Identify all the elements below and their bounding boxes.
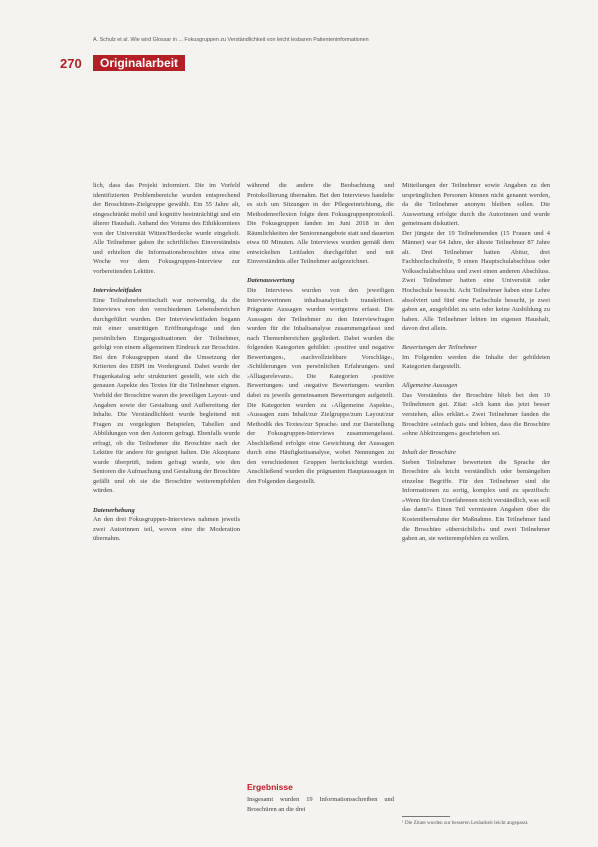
paragraph: Der jüngste der 19 Teilnehmenden (15 Frauen und 4 Männer) war 64 Jahre, der älteste Teilnehmer 87 Jahre alt. Drei Teilnehmer hatten Abitur, drei Fachhochschulreife, 9 einen Hauptschulabschluss oder Volksschulabschluss und zwei einen anderen Abschluss. Zwei Teilnehmer hatten eine Universität oder Hochschule besucht. Acht Teilnehmer haben eine Lehre absolviert und fünf eine Fachschule besucht, je zwei gaben an, ausgebildet zu sein oder keine Ausbildung zu haben. Alle Teilnehmer lebten im eigenen Haushalt, davon drei allein. xyxy=(402,229,550,333)
paragraph: Die Interviews wurden von den jeweiligen Interviewerinnen inhaltsanalytisch transkribiert. Prägnante Aussagen wurden wortgetreu erfasst. Die Aussagen der Teilnehmer zu den Interviewfragen wurden für die Inhaltsanalyse zusammengefasst und nach Themenbereichen gegliedert. Dabei wurden die folgenden Kategorien gebildet: ›positive und negative Bewertungen‹, ›nachvollziehbare Vorschläge‹, ›Schilderungen von persönlichen Erfahrungen‹ und ›Alltagsrelevanz‹. Die Kategorien ›positive Bewertungen‹ und ›negative Bewertungen‹ wurden dabei zu jeweils gemeinsamen Bewertungen aufgeteilt. Die Kategorien wurden zu ›Allgemeine Aspekte‹, ›Aussagen zum Inhalt/zur Zielgruppe/zum Layout/zur Methodik des Textes/zur Sprache‹ und zur Darstellung der Fokusgruppen-Interviews zusammengefasst. Abschließend erfolgte eine Gewichtung der Aussagen durch eine Häufigkeitsanalyse, wobei Nennungen zu den verschiedenen Gruppen berücksichtigt wurden. Anschließend wurden die prägnanten Hauptaussagen in den Folgenden dargestellt. xyxy=(247,286,394,485)
column-2 xyxy=(247,181,394,486)
column-3 xyxy=(402,181,550,544)
results-paragraph: Insgesamt wurden 19 Informationsschreiben und Broschüren an die drei xyxy=(247,796,394,813)
paragraph: lich, dass das Projekt informiert. Die im Vorfeld identifizierten Problembereiche wurden entsprechend der Broschüren-Zielgruppe gewählt. Ein 55 Jahre alt, eingeschränkt mobil und kognitiv beeinträchtigt und ein älterer Haushalt. Anhand des Votums des Ethikkomitees von der Universität Witten/Herdecke wurde eingeholt. Alle Teilnehmer gaben ihr schriftliches Einverständnis und erhielten die Informationsbroschüre etwa eine Woche vor dem Fokusgruppen-Interview zur vorbereitenden Lektüre. xyxy=(93,182,240,275)
paragraph: Sieben Teilnehmer bewerteten die Sprache der Broschüre als leicht verständlich oder bemängelten einzelne Begriffe. Für den Teilnehmer sind die Informationen zu sortig, komplex und zu spezifisch: »Wenn für den Unerfahrenen nicht verständlich, was soll das dann?« Einen Teil vermissten Angaben über die Kostenübernahme der Maßnahme. Ein Teilnehmer fand die Broschüre »übersichtlich« und zwei Teilnehmer gaben an, sie weiterempfehlen zu wollen. xyxy=(402,458,550,543)
footnote-rule xyxy=(402,816,450,817)
section-heading-results: Ergebnisse xyxy=(247,782,293,792)
paragraph: Eine Teilnahmebereitschaft war notwendig, da die Interviews von den verschiedenen Lebensbereichen durchgeführt wurden. Der Interviewleitfaden begann mit einer unstrittigen Eröffnungsfrage und den persönlichen Eingangssituationen der Teilnehmer, gefolgt von einem allgemeinen Eindruck zur Broschüre. Bei den Fokusgruppen stand die Umsetzung der Kriterien des EBPI im Vordergrund. Dabei wurde der Fragenkatalog sehr strukturiert gestellt, wie sich die genauen Aspekte des Textes für die Teilnehmer eignen. Vorbild der Broschüre waren die jeweiligen Layout- und Angaben sowie der Gestaltung und Aufbereitung der Inhalte. Die Verständlichkeit wurde begleitend mit Fragen zu vorgelegten Beispielen, Tabellen und Abbildungen von den Autoren gefragt. Ebenfalls wurde erfragt, ob die Teilnehmer die Broschüre nach der Lektüre für andere für geeignet halten. Die Akzeptanz wurde überprüft, indem gefragt wurde, wie den Senioren die Aufmachung und Gestaltung der Broschüre gefällt und ob sie die Broschüre weiterempfehlen würden. xyxy=(93,296,240,495)
page-number: 270 xyxy=(60,56,82,71)
section-label: Originalarbeit xyxy=(93,55,185,71)
paragraph: Das Verständnis der Broschüre blieb bei den 19 Teilnehmern gut. Zitat: »Ich kann das jetzt besser verstehen, alles erklärt.« Zwei Teilnehmer fanden die Broschüre »einfach gut« und lobten, dass die Broschüre »ohne Abkürzungen« geschrieben sei. xyxy=(402,391,550,438)
subheading: Datenerhebung xyxy=(93,506,135,514)
footnote: ¹ Die Zitate wurden zur besseren Lesbarkeit leicht angepasst. xyxy=(402,820,529,826)
paragraph: während die andere die Beobachtung und Protokollierung übernahm. Bei den Interviews handelte es sich um Sitzungen in der Pflegeeinrichtung, die Methodenreflexion folgte dem Fokusgruppenprotokoll. Die Fokusgruppen fanden im Juni 2018 in den Räumlichkeiten der Seniorenangebote statt und dauerten etwa 60 Minuten. Alle Interviews wurden gemäß dem entwickelten Leitfaden durchgeführt und mit Einverständnis aller Teilnehmer aufgezeichnet. xyxy=(247,182,394,266)
subheading: Allgemeine Aussagen xyxy=(402,382,458,390)
column-1 xyxy=(93,181,240,544)
paragraph: An den drei Fokusgruppen-Interviews nahmen jeweils zwei Autorinnen teil, wovon eine die Moderation übernahm. xyxy=(93,516,240,543)
subheading: Datenauswertung xyxy=(247,277,295,285)
subheading: Bewertungen der Teilnehmer xyxy=(402,344,478,352)
subheading: Interviewleitfaden xyxy=(93,286,142,294)
paragraph: Im Folgenden werden die Inhalte der gebildeten Kategorien dargestellt. xyxy=(402,353,550,371)
subheading: Inhalt der Broschüre xyxy=(402,449,456,457)
running-head: A. Schulz et al. Wie wird Glossar in ... Fokusgruppen zu Verständlichkeit von leicht lesbaren Patienteninformationen xyxy=(93,37,369,43)
paragraph: Mitteilungen der Teilnehmer sowie Angaben zu den ursprünglichen Personen können nicht genannt werden, da die Teilnehmer anonym bleiben sollen. Die Auswertung erfolgte durch die Autorinnen und wurde gemeinsam diskutiert. xyxy=(402,182,550,228)
